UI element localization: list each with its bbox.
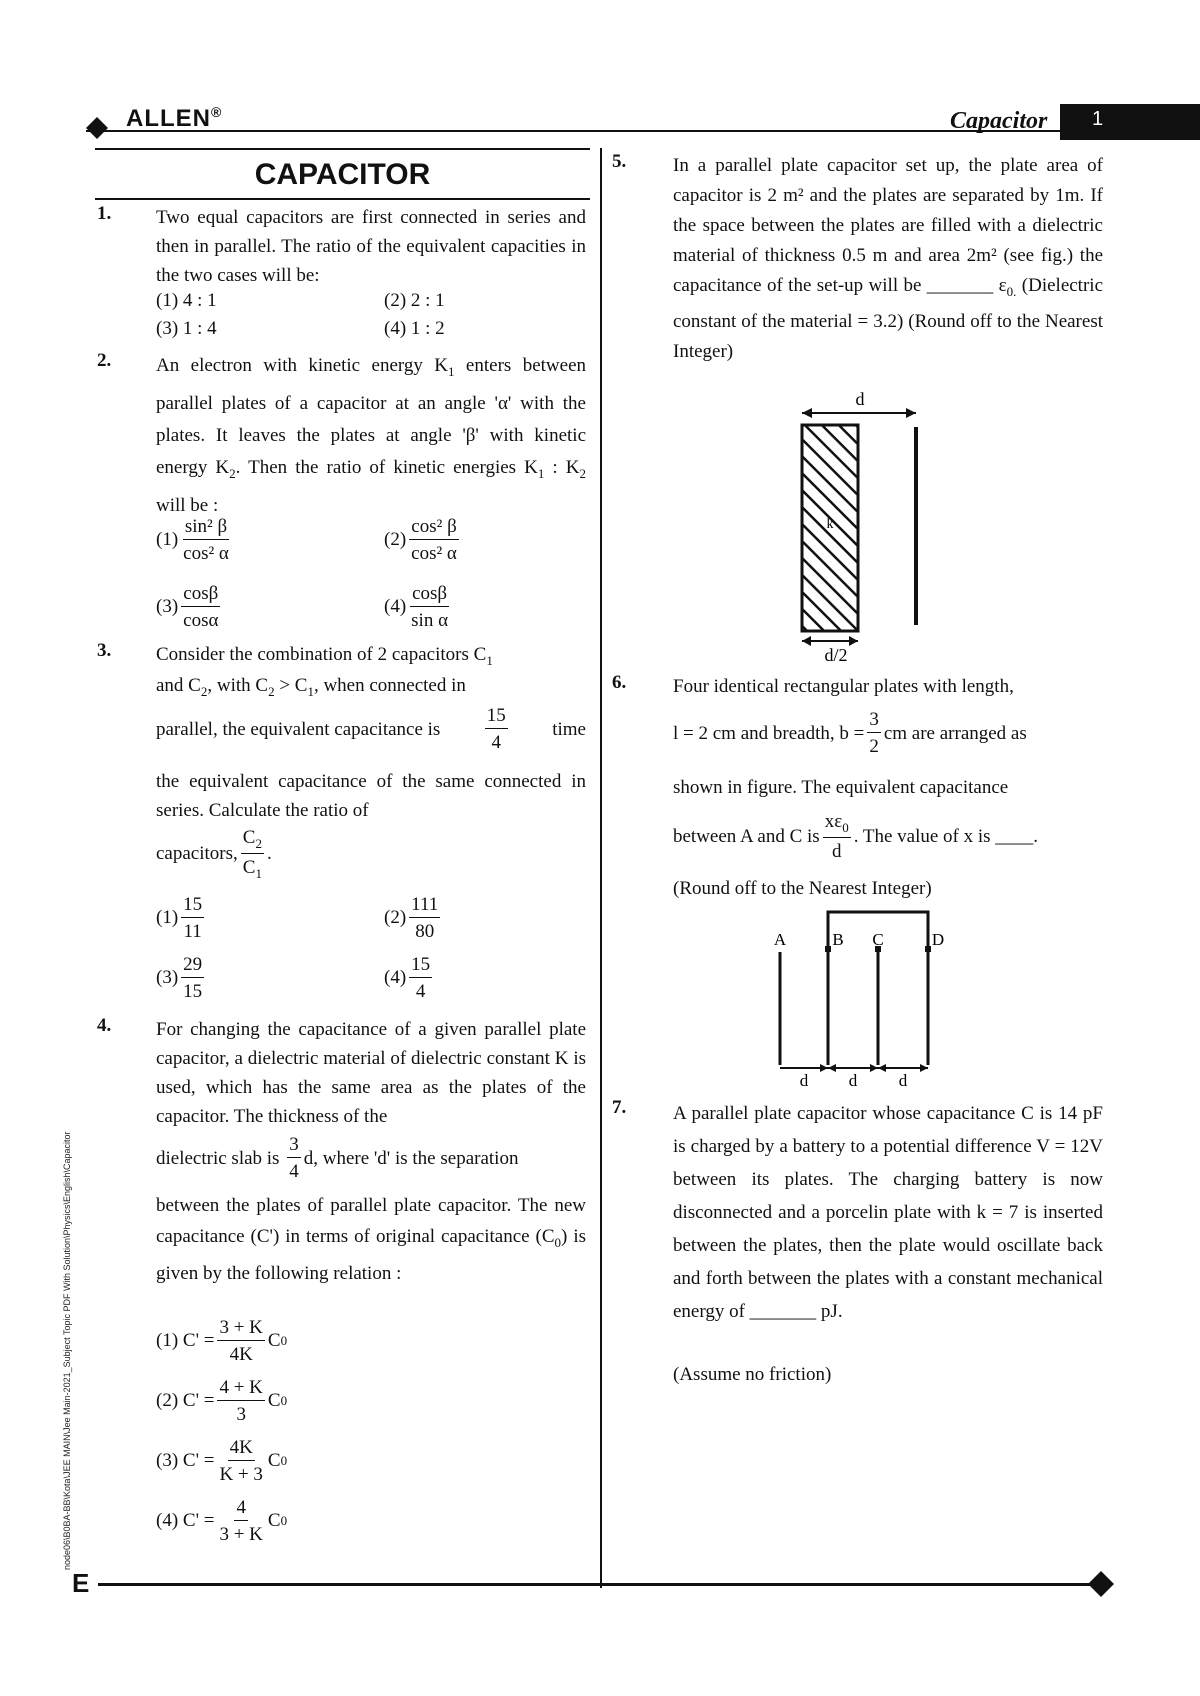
- q3-line3: parallel, the equivalent capacitance is $\frac{15}{4}$ time: [156, 705, 586, 753]
- q2-option-3: (3) $\frac{\cos\beta}{\cos\alpha}$: [156, 583, 219, 631]
- q5-d-label: d: [855, 389, 865, 409]
- q2-option-1: (1) $\frac{\text{sin² β}}{\text{cos² α}}$: [156, 516, 229, 564]
- q2-text: An electron with kinetic energy $K_1$ enters between parallel plates of a capacitor at an angle 'α' with the plates. It leaves the plates at angle 'β' with kinetic energy $K_2$. Then the ratio of kinetic energies $K_1$ : $K_2$ will be :: [156, 355, 587, 516]
- q1-text: Two equal capacitors are first connected in series and then in parallel. The ratio of the equivalent capacities in the two cases will be:: [156, 207, 586, 286]
- footer-letter: E: [72, 1568, 90, 1598]
- q4-option-4: (4) C' = $\frac{4}{3 + K}$ C 0: [156, 1497, 288, 1545]
- q3-line4: the equivalent capacitance of the same connected in series. Calculate the ratio of: [156, 771, 586, 821]
- topic-header: Capacitor: [950, 108, 1048, 134]
- q6-line4: between A and C is $\frac{x\varepsilon_0}{d}$ . The value of x is ____.: [673, 811, 1039, 862]
- q2-option-4: (4) $\frac{\cos\beta}{\text{sin α}}$: [384, 583, 449, 631]
- q3-option-4: (4) $\frac{15}{4}$: [384, 954, 431, 1002]
- brand-logo: ALLEN®: [126, 104, 223, 132]
- q7-text: A parallel plate capacitor whose capacitance C is 14 pF is charged by a battery to a potential difference V = 12V between its plates. The charging battery is now disconnected and a porcelin plate with k = 7 is inserted between the plates, then the plate would oscillate back and forth between the plates with a constant mechanical energy of _______ pJ.: [673, 1103, 1103, 1322]
- q6-label-d: D: [931, 930, 945, 949]
- q5-text: In a parallel plate capacitor set up, the plate area of capacitor is 2 m² and the plates are separated by 1m. If the space between the plates are filled with a dielectric material of thickness 0.5 m and area 2m² (see fig.) the capacitance of the set-up will be _______ $\varepsilon_{0.}$ (Dielectric constant of the material = 3.2) (Round off to the Nearest Integer): [673, 155, 1104, 362]
- q1-option-4: (4) 1 : 2: [384, 318, 445, 339]
- section-title: CAPACITOR: [254, 158, 431, 191]
- q1-number: 1.: [97, 203, 112, 224]
- q6-label-a: A: [773, 930, 787, 949]
- q6-number: 6.: [612, 672, 627, 693]
- q2-option-2: (2) $\frac{\text{cos² β}}{\text{cos² α}}$: [384, 516, 457, 564]
- q4-number: 4.: [97, 1015, 112, 1036]
- q6-line2: l = 2 cm and breadth, b = $\frac{3}{2}$ cm are arranged as: [673, 709, 1027, 757]
- side-file-path: node06\B0BA-BB\Kota\JEE MAIN\Jee Main-2021_Subject Topic PDF With Solution\Physics\English\Capacitor: [62, 1131, 72, 1570]
- q3-number: 3.: [97, 640, 112, 661]
- q5-number: 5.: [612, 151, 627, 172]
- q3-line2: and $C_2$, with $C_2 > C_1$, when connected in: [156, 675, 466, 699]
- header-rules: [0, 0, 1200, 160]
- title-rule-bottom: [95, 198, 590, 200]
- q6-gap-label-2: d: [848, 1071, 858, 1090]
- title-rule-top: [95, 148, 590, 150]
- q7-note: (Assume no friction): [673, 1364, 832, 1385]
- page-number: 1: [1092, 108, 1104, 130]
- q6-gap-label-3: d: [898, 1071, 908, 1090]
- q3-option-1: (1) $\frac{15}{11}$: [156, 894, 203, 942]
- q3-line5: capacitors, $\frac{C_2}{C_1}$ .: [156, 827, 272, 881]
- q3-option-2: (2) $\frac{111}{80}$: [384, 894, 439, 942]
- footer-rule: [0, 1560, 1200, 1610]
- q5-k-label: k: [826, 517, 834, 532]
- q6-gap-label-1: d: [799, 1071, 809, 1090]
- q1-option-2: (2) 2 : 1: [384, 290, 445, 311]
- q5-d2-label: d/2: [824, 645, 848, 665]
- q2-number: 2.: [97, 350, 112, 371]
- q4-option-2: (2) C' = $\frac{4 + K}{3}$ C 0: [156, 1377, 288, 1425]
- q7-number: 7.: [612, 1097, 627, 1118]
- column-divider: [600, 148, 602, 1588]
- q4-option-1: (1) C' = $\frac{3 + K}{4K}$ C 0: [156, 1317, 288, 1365]
- q4-text1: For changing the capacitance of a given parallel plate capacitor, a dielectric material of dielectric constant K is used, which has the same area as the plates of the capacitor. The thickness of the: [156, 1019, 586, 1127]
- q4-option-3: (3) C' = $\frac{4K}{K + 3}$ C 0: [156, 1437, 288, 1485]
- q6-line5: (Round off to the Nearest Integer): [673, 878, 932, 899]
- q4-text3: between the plates of parallel plate capacitor. The new capacitance (C') in terms of original capacitance $(C_0)$ is given by the following relation :: [156, 1195, 587, 1284]
- q6-line1: Four identical rectangular plates with length,: [673, 676, 1014, 697]
- q6-line3: shown in figure. The equivalent capacitance: [673, 777, 1009, 798]
- q6-label-b: B: [832, 930, 844, 949]
- q4-text2: dielectric slab is $\frac{3}{4}$ d, where 'd' is the separation: [156, 1134, 519, 1182]
- q6-figure: [760, 900, 970, 1090]
- q1-option-1: (1) 4 : 1: [156, 290, 217, 311]
- q1-option-3: (3) 1 : 4: [156, 318, 217, 339]
- q3-line1: Consider the combination of 2 capacitors $C_1$: [156, 644, 493, 668]
- q6-label-c: C: [872, 930, 884, 949]
- q3-option-3: (3) $\frac{29}{15}$: [156, 954, 203, 1002]
- q5-figure: [780, 385, 950, 670]
